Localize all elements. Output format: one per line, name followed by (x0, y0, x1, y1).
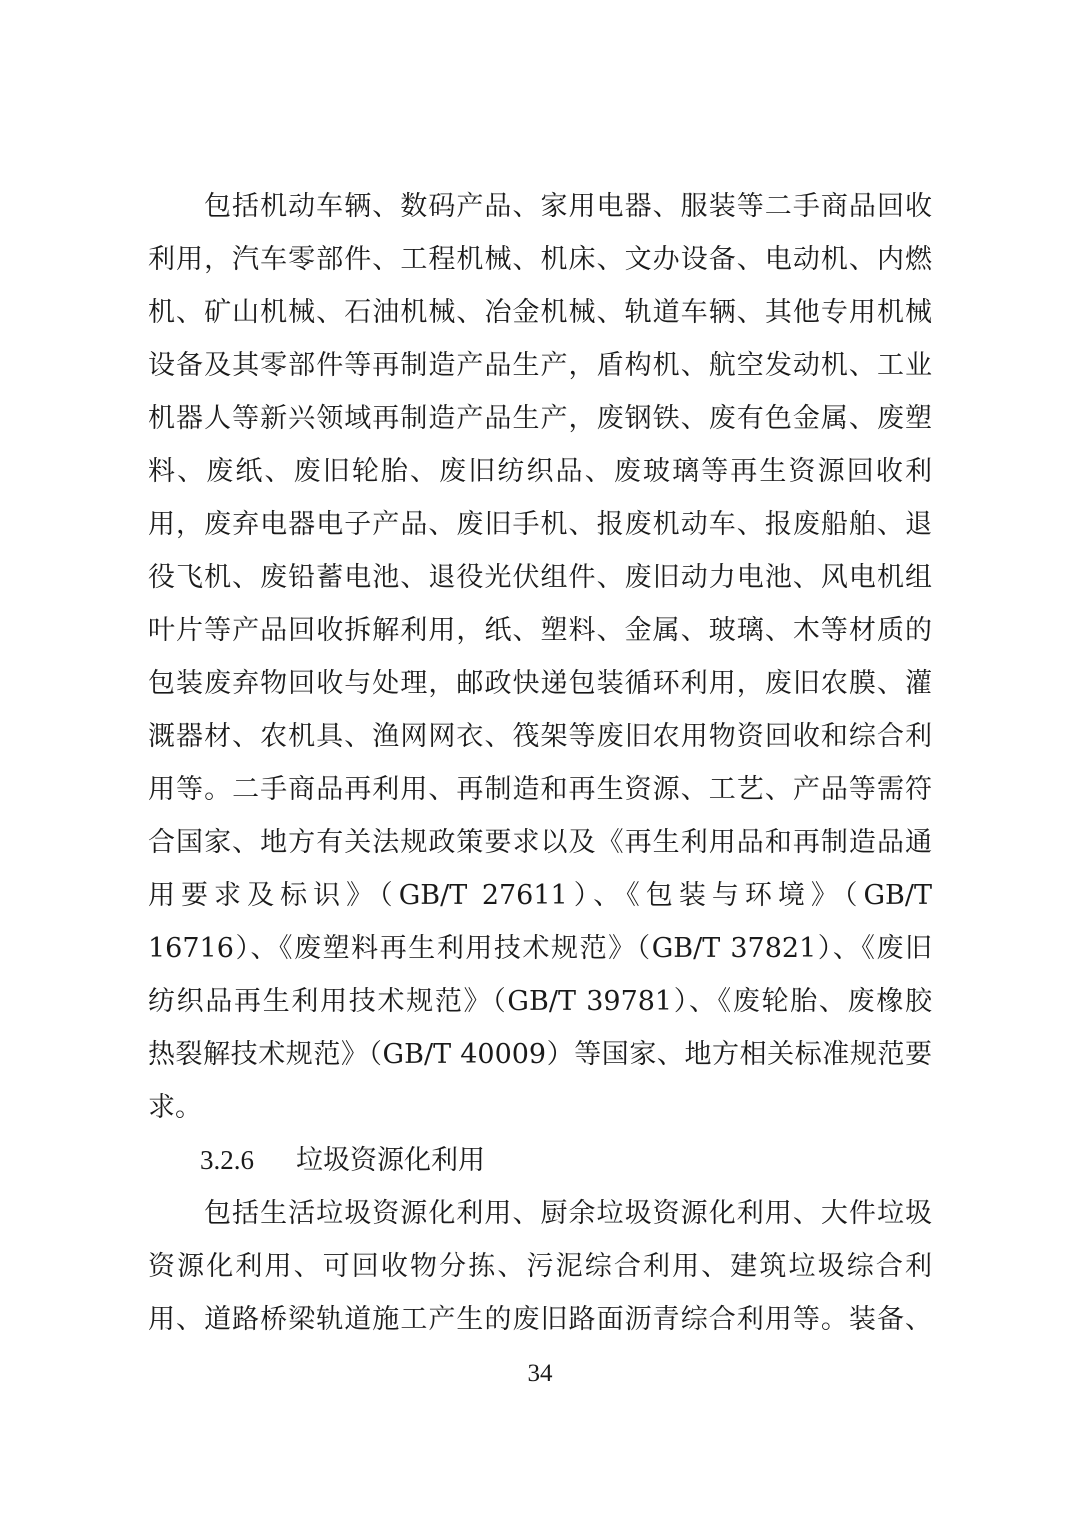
section-number: 3.2.6 (200, 1145, 254, 1175)
paragraph-line: 合国家、地方有关法规政策要求以及《再生利用品和再制造品通 (148, 827, 932, 858)
paragraph-line: 16716）、《废塑料再生利用技术规范》（GB/T 37821）、《废旧 (148, 933, 932, 964)
paragraph-line: 包装废弃物回收与处理，邮政快递包装循环利用，废旧农膜、灌 (148, 668, 932, 699)
paragraph-line: 机器人等新兴领域再制造产品生产，废钢铁、废有色金属、废塑 (148, 403, 932, 434)
paragraph-line: 机、矿山机械、石油机械、冶金机械、轨道车辆、其他专用机械 (148, 297, 932, 328)
section-heading (148, 1134, 932, 1187)
paragraph-waste-utilization (148, 1187, 932, 1346)
paragraph-line: 役飞机、废铅蓄电池、退役光伏组件、废旧动力电池、风电机组 (148, 562, 932, 593)
page-number: 34 (527, 1360, 553, 1387)
paragraph-line: 溉器材、农机具、渔网网衣、筏架等废旧农用物资回收和综合利 (148, 721, 932, 752)
paragraph-line: 用、道路桥梁轨道施工产生的废旧路面沥青综合利用等。装备、 (148, 1304, 932, 1335)
paragraph-line: 用要求及标识》（GB/T 27611）、《包装与环境》（GB/T (148, 880, 932, 911)
paragraph-line: 包括机动车辆、数码产品、家用电器、服装等二手商品回收 (204, 191, 932, 222)
paragraph-line: 热裂解技术规范》（GB/T 40009）等国家、地方相关标准规范要 (148, 1039, 932, 1070)
paragraph-line: 资源化利用、可回收物分拣、污泥综合利用、建筑垃圾综合利 (148, 1251, 932, 1282)
paragraph-line: 设备及其零部件等再制造产品生产，盾构机、航空发动机、工业 (148, 350, 932, 381)
paragraph-line: 包括生活垃圾资源化利用、厨余垃圾资源化利用、大件垃圾 (204, 1198, 932, 1229)
paragraph-line: 纺织品再生利用技术规范》（GB/T 39781）、《废轮胎、废橡胶 (148, 986, 932, 1017)
page-content (148, 180, 932, 1346)
paragraph-line: 用，废弃电器电子产品、废旧手机、报废机动车、报废船舶、退 (148, 509, 932, 540)
paragraph-line: 用等。二手商品再利用、再制造和再生资源、工艺、产品等需符 (148, 774, 932, 805)
paragraph-line: 求。 (148, 1092, 202, 1123)
section-title: 垃圾资源化利用 (296, 1145, 485, 1176)
paragraph-line: 利用，汽车零部件、工程机械、机床、文办设备、电动机、内燃 (148, 244, 932, 275)
paragraph-line: 料、废纸、废旧轮胎、废旧纺织品、废玻璃等再生资源回收利 (148, 456, 932, 487)
paragraph-line: 叶片等产品回收拆解利用，纸、塑料、金属、玻璃、木等材质的 (148, 615, 932, 646)
paragraph-recycling (148, 180, 932, 1134)
